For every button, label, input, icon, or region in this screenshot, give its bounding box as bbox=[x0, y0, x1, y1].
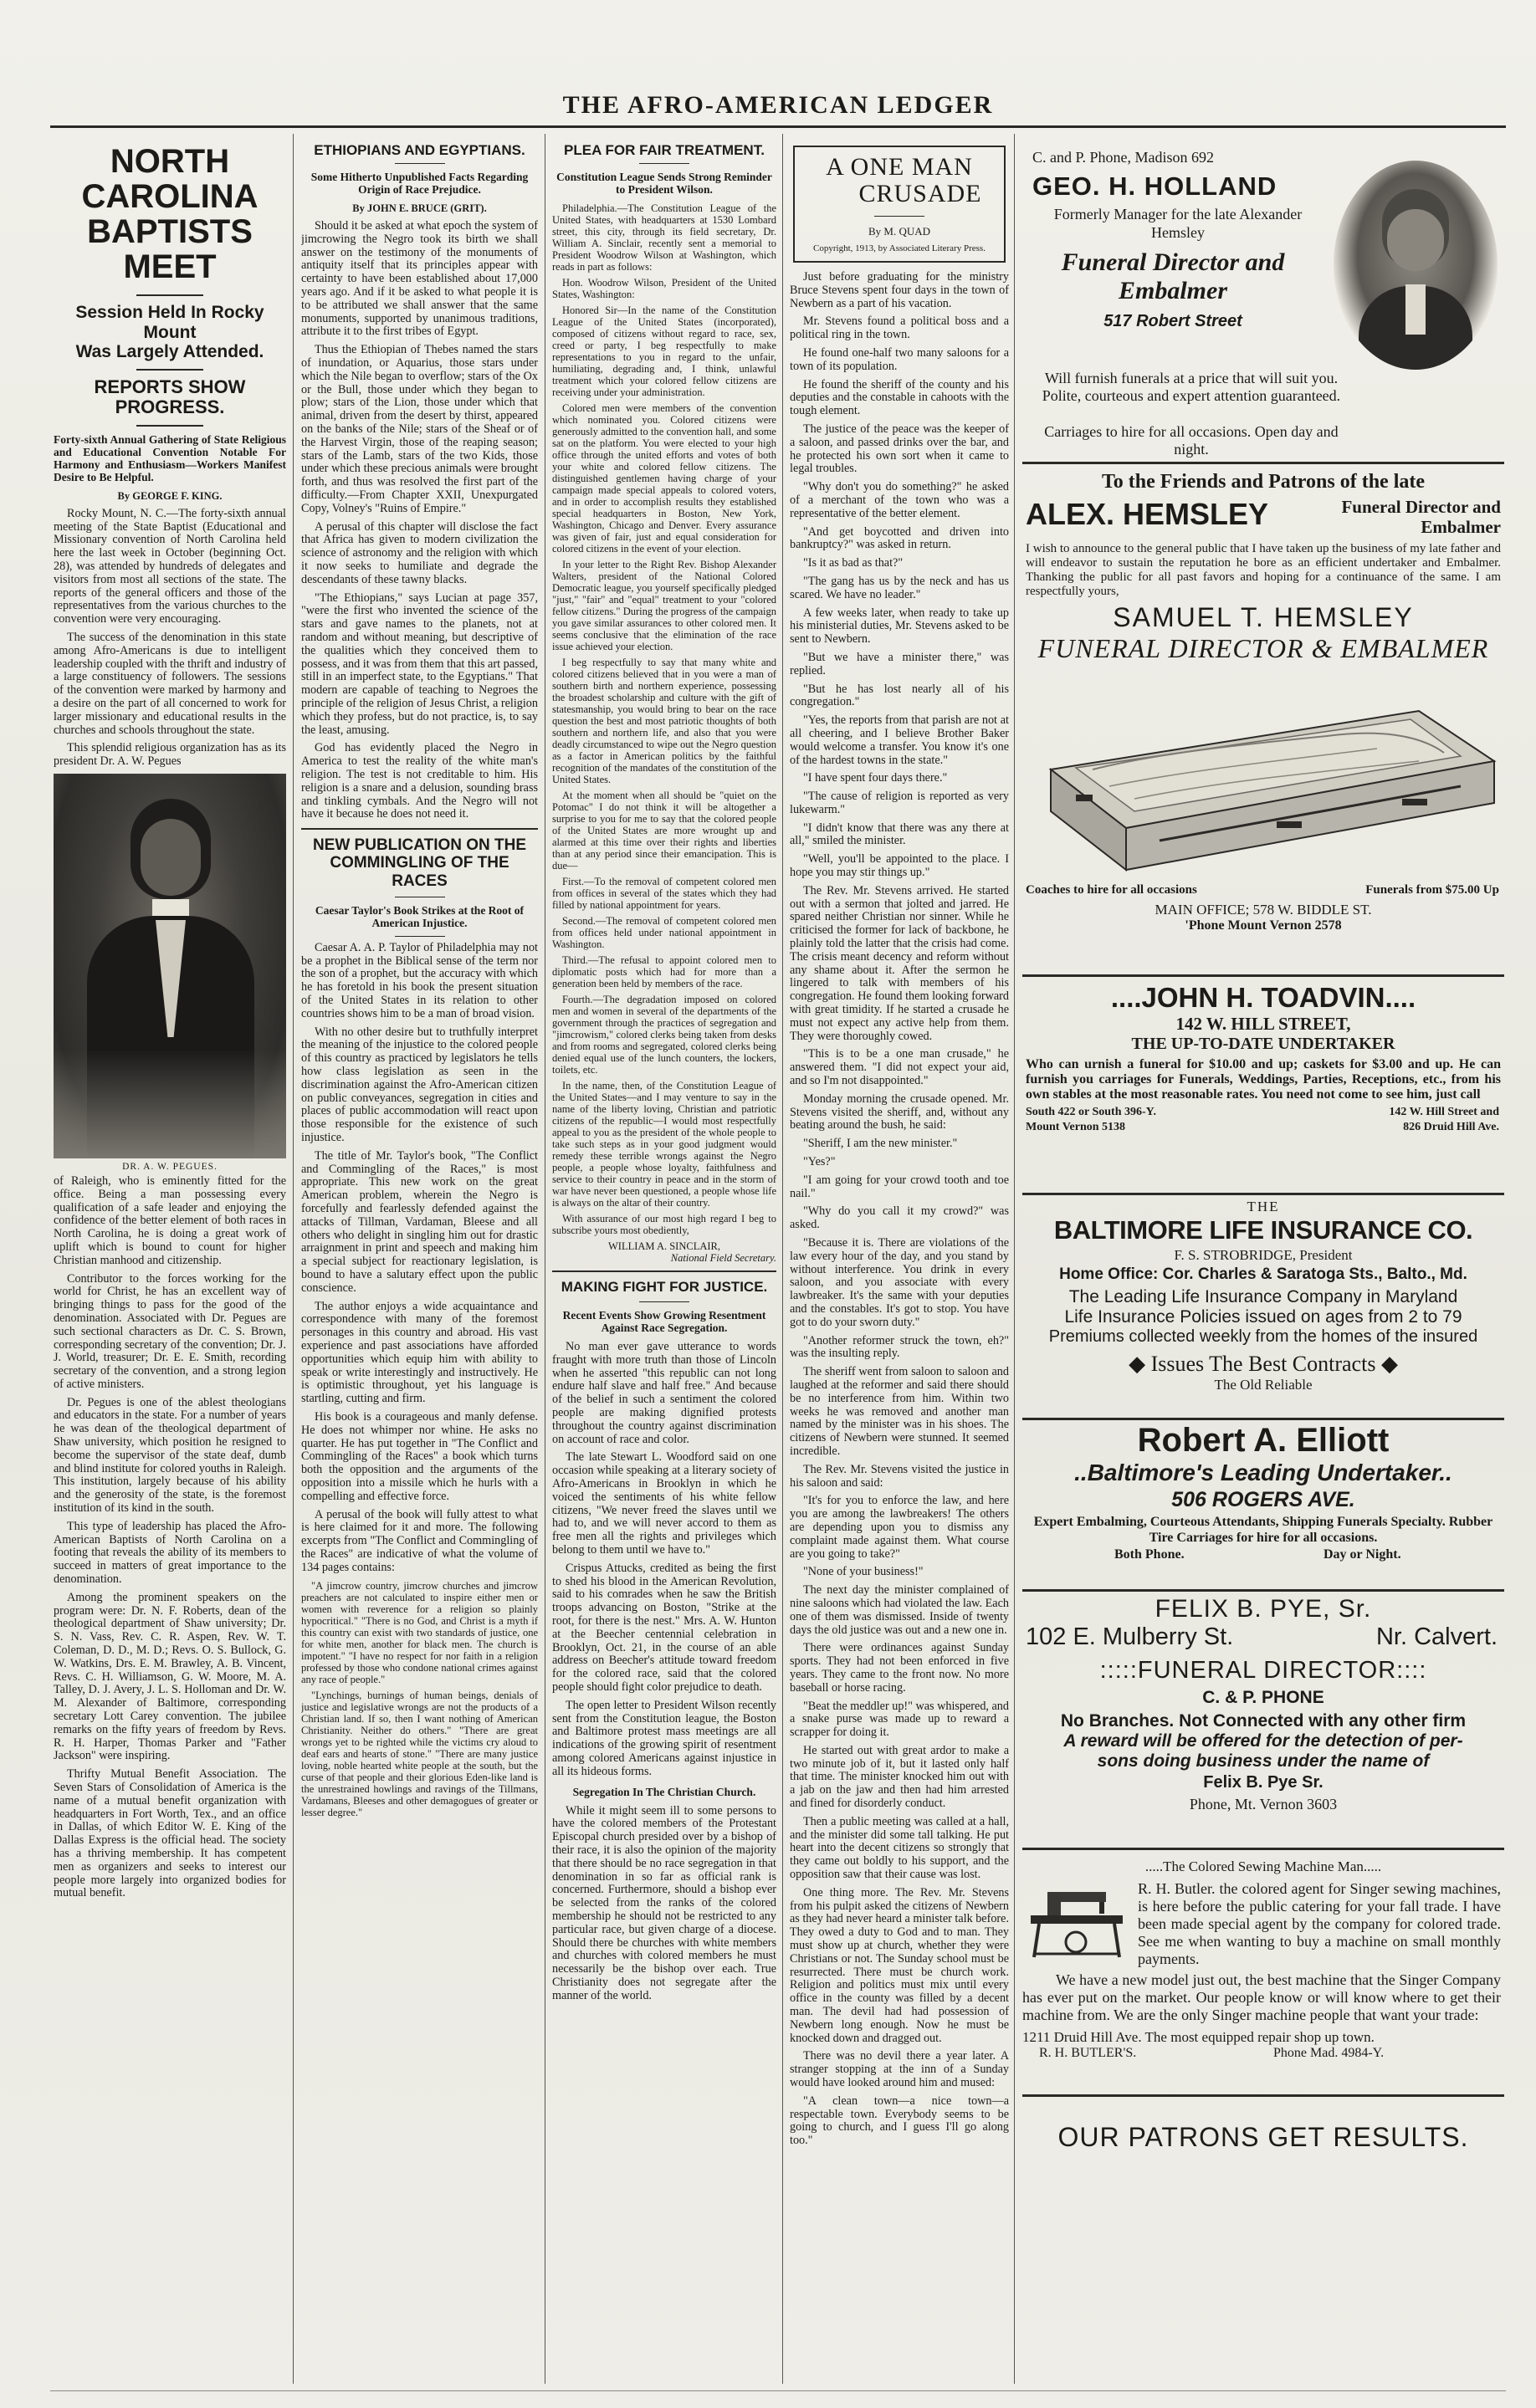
subhead-rocky-mount-2: Was Largely Attended. bbox=[75, 342, 264, 362]
story-title-1: A ONE MAN bbox=[826, 153, 973, 181]
story-paragraph: The Rev. Mr. Stevens visited the justice in his saloon and said: bbox=[790, 1462, 1009, 1490]
toadvin-title: THE UP-TO-DATE UNDERTAKER bbox=[1131, 1035, 1395, 1053]
life-name: BALTIMORE LIFE INSURANCE CO. bbox=[1053, 1215, 1473, 1245]
butler-phone: Phone Mad. 4984-Y. bbox=[1273, 2046, 1385, 2060]
story-paragraph: "Why do you call it my crowd?" was asked. bbox=[790, 1204, 1009, 1232]
advertisements-column bbox=[1022, 144, 1504, 2394]
hemsley-phone: 'Phone Mount Vernon 2578 bbox=[1185, 918, 1342, 933]
article-paragraph: Among the prominent speakers on the program were: Dr. N. F. Roberts, dean of the theological department of Shaw university; Dr. S. N. Vass, Rev. C. R. Aspen, Rev. W. T. Coleman, D. D., M. D.; Revs. O. S. Bullock, G. W. Watkins, Drs. E. M. Brawley, A. B. Vincent, Revs. C. H. Williamson, G. W. Moore, M. A. Talley, D. J. Avery, J. L. S. Holloman and Dr. W. M. Alexander of Baltimore, corresponding secretary Lott Carey convention. The jubilee remarks on the fifty years of freedom by Revs. R. H. Harper, Thomas Parker and "Father Jackson" were inspiring. bbox=[54, 1590, 286, 1763]
signature-title: National Field Secretary. bbox=[670, 1252, 776, 1265]
article-paragraph: This type of leadership has placed the Afro-American Baptists of North Carolina on a footing that reveals the ability of its members to succeed in matters of great importance to the denomination. bbox=[54, 1519, 286, 1587]
headline-ethiopians: ETHIOPIANS AND EGYPTIANS. bbox=[314, 142, 525, 158]
life-contracts-line bbox=[1022, 1352, 1504, 1377]
pye-title: :::::FUNERAL DIRECTOR:::: bbox=[1099, 1657, 1427, 1684]
column-2 bbox=[301, 141, 538, 2382]
ad-elliott bbox=[1022, 1422, 1504, 1587]
masthead-rule bbox=[50, 125, 1506, 128]
pye-street: 102 E. Mulberry St. bbox=[1026, 1623, 1234, 1650]
article-paragraph: Crispus Attucks, credited as being the first to shed his blood in the American Revolution, said to his comrades when he saw the British troops advancing on Boston, "Strike at the root, for there is the nest." Mrs. A. W. Hunton at the Beecher centennial celebration in Brooklyn, Oct. 21, in the course of an able address on Beecher's attitude toward freedom for the colored race, said that the colored people should fight color prejudice to death. bbox=[552, 1561, 776, 1694]
story-paragraph: Then a public meeting was called at a hall, and the minister did some tall talking. He put heart into the decent citizens so strongly that they came out boldly to his support, and the opposition saw that their cause was lost. bbox=[790, 1814, 1009, 1882]
article-paragraph: Thrifty Mutual Benefit Association. The Seven Stars of Consolidation of America is the name of a mutual benefit organization with headquarters in Fort Worth, Tex., and an office in Dallas, of which Editor W. E. King of the Dallas Express is the official head. The society has a thriving membership. It has competent men as organizers and seeks to interest our people more largely into organized bodies for mutual benefit. bbox=[54, 1767, 286, 1900]
story-paragraph: "This is to be a one man crusade," he answered them. "I did not expect your aid, and so I'm not disappointed." bbox=[790, 1047, 1009, 1088]
article-paragraph: "The Ethiopians," says Lucian at page 357, "were the first who invented the science of the stars and gave names to the planets, not at random and without meaning, but descriptive of the qualities which they conceived them to possess, and it was from them that this art passed, still in an imperfect state, to the Egyptians." That modern are capable of teaching to Negroes the principle of the religion of Jesus Christ, a religion which they profess, but do not practice, is, to say the least, amusing. bbox=[301, 590, 538, 737]
article-paragraph: Fourth.—The degradation imposed on colored men and women in several of the departments of the government through the practices of segregation and "jimcrowism," colored clerks being taken from desks and from rooms and segregated, colored clerks being denied equal use of the lunch counters, the lockers, toilets, etc. bbox=[552, 994, 776, 1076]
pye-reward-2: sons doing business under the name of bbox=[1097, 1751, 1430, 1771]
column-4 bbox=[790, 141, 1009, 2382]
pye-name: FELIX B. PYE, Sr. bbox=[1155, 1595, 1372, 1623]
article-paragraph: Third.—The refusal to appoint colored men to diplomatic posts which had for more than a generation been held by members of the race. bbox=[552, 954, 776, 990]
column-rule-1 bbox=[293, 134, 294, 2384]
article-paragraph: This splendid religious organization has as its president Dr. A. W. Pegues bbox=[54, 741, 286, 769]
diamond-icon: ◆ bbox=[1129, 1352, 1146, 1376]
hemsley-name-2: SAMUEL T. HEMSLEY bbox=[1113, 602, 1414, 632]
story-paragraph: "A clean town—a nice town—a respectable town. Everybody seems to be going to church, and I guess I'll go along too." bbox=[790, 2094, 1009, 2148]
holland-phone: C. and P. Phone, Madison 692 bbox=[1032, 149, 1215, 166]
pye-phone-2: Phone, Mt. Vernon 3603 bbox=[1189, 1796, 1338, 1812]
story-paragraph: "Yes?" bbox=[803, 1155, 836, 1169]
article-paragraph: God has evidently placed the Negro in America to test the reality of the white man's religion. The test is not creditable to him. His religion is a snare and a delusion, sounding brass and tinkling cymbals. And the Negro will not have it because he does not need it. bbox=[301, 741, 538, 821]
article-paragraph: No man ever gave utterance to words fraught with more truth than those of Lincoln when he asserted "this republic can not long endure half slave and half free." And because of the belief in such a sentiment the colored people are making dignified protests throughout the country against discrimination on account of race and color. bbox=[552, 1340, 776, 1446]
subhead-reports-progress: REPORTS SHOW PROGRESS. bbox=[94, 376, 246, 418]
article-paragraph: Hon. Woodrow Wilson, President of the United States, Washington: bbox=[552, 277, 776, 301]
story-paragraph: He started out with great ardor to make a two minute job of it, but it lasted only half that time. The minister knocked him out with a jab on the jaw and then had him arrested and fined for disorderly conduct. bbox=[790, 1743, 1009, 1811]
holland-name: GEO. H. HOLLAND bbox=[1032, 171, 1277, 201]
ad-holland bbox=[1022, 144, 1504, 460]
subhead-rocky-mount-1: Session Held In Rocky Mount bbox=[75, 303, 264, 342]
toadvin-address: 142 W. HILL STREET, bbox=[1175, 1014, 1351, 1034]
byline: By GEORGE F. KING. bbox=[117, 489, 223, 502]
story-title-box bbox=[793, 146, 1006, 263]
holland-body-2: Carriages to hire for all occasions. Open day and night. bbox=[1044, 423, 1339, 458]
life-reliable: The Old Reliable bbox=[1214, 1377, 1313, 1393]
sewing-machine-illustration bbox=[1022, 1880, 1131, 1961]
butler-title: .....The Colored Sewing Machine Man..... bbox=[1144, 1858, 1382, 1874]
elliott-body: Expert Embalming, Courteous Attendants, Shipping Funerals Specialty. Rubber Tire Carriages for hire for all occasions. bbox=[1033, 1515, 1493, 1545]
story-paragraph: He found one-half two many saloons for a town of its population. bbox=[790, 345, 1009, 373]
pye-near: Nr. Calvert. bbox=[1375, 1623, 1498, 1650]
toadvin-name: ....JOHN H. TOADVIN.... bbox=[1110, 982, 1416, 1013]
pye-reward-3: Felix B. Pye Sr. bbox=[1203, 1773, 1324, 1792]
article-paragraph: First.—To the removal of competent colored men from offices in several of the states which they had filled by national appointment for years. bbox=[552, 876, 776, 912]
ad-toadvin bbox=[1022, 982, 1504, 1191]
casket-illustration bbox=[1026, 669, 1501, 878]
headline-new-publication: NEW PUBLICATION ON THE COMMINGLING OF THE RACES bbox=[312, 836, 527, 890]
hemsley-body: I wish to announce to the general public that I have taken up the business of my late father and will endeavor to sustain the reputation he bore as an efficient undertaker and Embalmer. Thanking the public for all past favors and hoping for a continuance of the same. I am respectfully yours, bbox=[1026, 542, 1501, 598]
holland-address: 517 Robert Street bbox=[1103, 312, 1242, 330]
ad-butler bbox=[1022, 1858, 1504, 2093]
headline-making-fight: MAKING FIGHT FOR JUSTICE. bbox=[561, 1279, 768, 1296]
article-deck: Recent Events Show Growing Resentment Against Race Segregation. bbox=[562, 1309, 766, 1335]
ad-pye bbox=[1022, 1595, 1504, 1846]
article-paragraph: Contributor to the forces working for the world for Christ, he has an excellent way of bringing things to pass for the good of the denomination. Associated with Dr. Pegues are such sectional characters as Dr. C. S. Brown, corresponding secretary of the convention; Dr. J. J. World, treasurer; Dr. E. E. Smith, recording secretary of the convention, and a strong legion of active ministers. bbox=[54, 1271, 286, 1391]
holland-title-2: Embalmer bbox=[1118, 277, 1227, 304]
hemsley-title-2: FUNERAL DIRECTOR & EMBALMER bbox=[1037, 633, 1489, 663]
bottom-rule bbox=[50, 2390, 1506, 2391]
story-paragraph: "Sheriff, I am the new minister." bbox=[803, 1137, 958, 1151]
diamond-icon: ◆ bbox=[1380, 1352, 1398, 1376]
hemsley-name: ALEX. HEMSLEY bbox=[1026, 497, 1269, 531]
hemsley-title: Funeral Director and Embalmer bbox=[1341, 497, 1501, 537]
column-rule-3 bbox=[782, 134, 783, 2384]
article-paragraph: His book is a courageous and manly defense. He does not whimper nor whine. He asks no quarter. He has put together in "The Conflict and Commingling of the Races" a book which turns both the opposition and the arguments of the opposition into a missile which he hurls with a compelling and effective force. bbox=[301, 1409, 538, 1503]
hemsley-funerals: Funerals from $75.00 Up bbox=[1365, 883, 1499, 897]
story-paragraph: "Yes, the reports from that parish are not at all cheering, and I believe Brother Baker would welcome a transfer. You know it's one of the hardest towns in the state." bbox=[790, 713, 1009, 767]
article-paragraph: A perusal of the book will fully attest to what is here claimed for it and more. The following excerpts from "The Conflict and Commingling of the Races" are indicative of what the volume of 134 pages contains: bbox=[301, 1507, 538, 1574]
signature-name: WILLIAM A. SINCLAIR, bbox=[607, 1240, 720, 1253]
article-paragraph: Rocky Mount, N. C.—The forty-sixth annual meeting of the State Baptist (Educational and Missionary convention of North Carolina held here the last week in October (beginning Oct. 28), was attended by hundreds of delegates and visitors from most all sections of the state. The reports of the general officers and those of the representatives from the various churches to the convention were very encouraging. bbox=[54, 506, 286, 626]
article-paragraph: Should it be asked at what epoch the system of jimcrowing the Negro took its birth we shall answer on the testimony of the monuments of antiquity itself that its principles appear with certainty to have been established about 17,000 years ago. And if it be asked to what people it is to be attributed we shall answer that the same monuments, supported by unanimous traditions, attribute it to the first tribes of Egypt. bbox=[301, 219, 538, 339]
life-contracts: Issues The Best Contracts bbox=[1150, 1352, 1376, 1376]
butler-address: 1211 Druid Hill Ave. The most equipped repair shop up town. bbox=[1022, 2029, 1375, 2045]
hemsley-intro: To the Friends and Patrons of the late bbox=[1101, 471, 1425, 493]
article-paragraph: The title of Mr. Taylor's book, "The Conflict and Commingling of the Races," is most appropriate. This new work on the great American problem, wherein the Negro is forcefully and fearlessly defended against the attacks of Tillman, Vardaman, Bleese and all others who delight in singling him out for drastic arraignment in print and speech and making him a special subject for reactionary legislation, is bound to have a salutary effect upon the public conscience. bbox=[301, 1148, 538, 1295]
life-the: THE bbox=[1247, 1199, 1280, 1214]
story-paragraph: "I have spent four days there." bbox=[803, 771, 948, 785]
story-paragraph: "Well, you'll be appointed to the place. I hope you may stir things up." bbox=[790, 852, 1009, 880]
life-line-3: Premiums collected weekly from the homes of the insured bbox=[1048, 1327, 1478, 1346]
story-paragraph: "Beat the meddler up!" was whispered, and a snake purse was made up to reward a scrapper for doing it. bbox=[790, 1699, 1009, 1740]
article-paragraph: I beg respectfully to say that many white and colored citizens believed that in you were a man of southern birth and northern experience, possessing the broadest scholarship and culture with the gift of statesmanship, you would bring to bear on the race question the best and most patriotic thoughts of both southern and northern life, and also that you were deadly circumstanced to wipe out the Negro question as a factor in American politics by the faithful recognition of the mandates of the constitution of the United States. bbox=[552, 657, 776, 786]
story-paragraph: "None of your business!" bbox=[803, 1565, 924, 1579]
life-office: Home Office: Cor. Charles & Saratoga Sts., Balto., Md. bbox=[1059, 1265, 1467, 1283]
sewing-machine-icon bbox=[1022, 1880, 1131, 1961]
story-paragraph: There was no devil there a year later. A stranger stopping at the inn of a Sunday would have looked around him and mused: bbox=[790, 2049, 1009, 2090]
column-3 bbox=[552, 141, 776, 2382]
book-excerpt: "A jimcrow country, jimcrow churches and jimcrow preachers are not calculated to inspire either men or women with reverence for a religion so plainly hypocritical." "There is no God, and Christ is a myth if this country can exist with two standards of justice, one for white men, another for black men. The church is impotent." "I have no respect for nor faith in a religion professed by those who condone national crimes against any race of people." bbox=[301, 1579, 538, 1685]
toadvin-phone-1: South 422 or South 396-Y. bbox=[1026, 1106, 1156, 1118]
holland-title-1: Funeral Director and bbox=[1061, 248, 1285, 276]
article-paragraph: The author enjoys a wide acquaintance and correspondence with many of the foremost personages in this country and abroad. His vast experience and past associations have afforded opportunities which equip him with ability to speak or write interestingly and instructively. He is optimistic throughout, yet his language is startling, cutting and firm. bbox=[301, 1299, 538, 1406]
hemsley-coaches: Coaches to hire for all occasions bbox=[1026, 883, 1197, 897]
article-paragraph: Colored men were members of the convention which nominated you. Colored citizens were generously admitted to the convention hall, and some sat on the platform. You were elected to your high office through the united efforts and votes of both your white and colored fellow citizens. The distinguished gentlemen having charge of your campaign made special appeals to colored voters, and in order to accomplish results they established special headquarters in Boston, New York, Washington, Chicago and Denver. Every assurance was given of fair, just and equal consideration for colored citizens in the event of your election. bbox=[552, 402, 776, 555]
portrait-photo-holland bbox=[1334, 161, 1498, 370]
story-title-2: CRUSADE bbox=[858, 180, 982, 207]
story-byline: By M. QUAD bbox=[868, 225, 931, 238]
story-paragraph: "And get boycotted and driven into bankruptcy?" was asked in return. bbox=[790, 524, 1009, 552]
masthead bbox=[50, 87, 1506, 124]
story-paragraph: The next day the minister complained of nine saloons which had violated the law. Each one of them was dismissed. Inside of twenty days the old justice was out and a new one in. bbox=[790, 1583, 1009, 1637]
elliott-name: Robert A. Elliott bbox=[1137, 1422, 1390, 1459]
story-paragraph: "I am going for your crowd tooth and toe nail." bbox=[790, 1173, 1009, 1200]
story-paragraph: He found the sheriff of the county and his deputies and the constable in cahoots with the tough element. bbox=[790, 377, 1009, 418]
byline: By JOHN E. BRUCE (GRIT). bbox=[352, 202, 487, 215]
butler-body-1: R. H. Butler. the colored agent for Singer sewing machines, is here before the public catering for your fall trade. I have been made special agent by the company for colored trade. See me when wanting to buy a machine on small monthly payments. bbox=[1138, 1880, 1501, 1967]
book-excerpt: "Lynchings, burnings of human beings, denials of justice and legislative wrongs are not the products of a Christian land. If so, then I want nothing of American Christianity. Neither do others." "There are great wrongs yet to be righted while the victims cry aloud to deaf ears and hearts of stone." "There are many justice loving, noble hearted white people at the south, but the curse of that people and their glorious Eden-like land is the unrestrained howlings and ravings of the Tillmans, Vardamans, Bleeses and other demagogues of greater or lesser degree." bbox=[301, 1689, 538, 1818]
casket-drawing bbox=[1026, 669, 1501, 878]
column-1 bbox=[54, 141, 286, 2382]
headline-nc-baptists-1: NORTH CAROLINA bbox=[81, 143, 259, 215]
story-paragraph: "Why don't you do something?" he asked of a merchant of the town who was a representative of the better element. bbox=[790, 480, 1009, 520]
article-deck: Forty-sixth Annual Gathering of State Religious and Educational Convention Notable For Harmony and Enthusiasm—Workers Manifest Desire to Be Helpful. bbox=[54, 432, 286, 483]
life-line-1: The Leading Life Insurance Company in Maryland bbox=[1068, 1287, 1458, 1306]
story-copyright: Copyright, 1913, by Associated Literary Press. bbox=[813, 243, 986, 253]
holland-former: Formerly Manager for the late Alexander Hemsley bbox=[1053, 206, 1303, 241]
article-paragraph: With assurance of our most high regard I beg to subscribe yours most obediently, bbox=[552, 1213, 776, 1237]
story-paragraph: The sheriff went from saloon to saloon and laughed at the reformer and said there should be no interference from him. Within two weeks he was removed and another man named by the minister was in his shoes. The citizens of Newbern were stunned. It seemed incredible. bbox=[790, 1365, 1009, 1458]
headline-plea-fair-treatment: PLEA FOR FAIR TREATMENT. bbox=[564, 142, 765, 158]
story-paragraph: "It's for you to enforce the law, and here you are among the lawbreakers! The others are depending upon you to dismiss any complaint made against them. What course are you going to take?" bbox=[790, 1494, 1009, 1561]
life-line-2: Life Insurance Policies issued on ages from 2 to 79 bbox=[1064, 1307, 1462, 1327]
column-rule-4 bbox=[1014, 134, 1015, 2384]
article-paragraph: Caesar A. A. P. Taylor of Philadelphia may not be a prophet in the Biblical sense of the term nor the son of a prophet, but the accuracy with which he has foretold in his book the present situation of the United States in its relation to other countries shows him to be a man of broad vision. bbox=[301, 940, 538, 1020]
article-paragraph: A perusal of this chapter will disclose the fact that Africa has given to modern civilization the science of astronomy and the religion with which it now seeks to humiliate and degrade the descendants of these tawny blacks. bbox=[301, 519, 538, 586]
story-paragraph: Mr. Stevens found a political boss and a political ring in the town. bbox=[790, 314, 1009, 342]
elliott-phone-label: Both Phone. bbox=[1114, 1547, 1185, 1562]
elliott-address: 506 ROGERS AVE. bbox=[1171, 1488, 1355, 1511]
story-paragraph: "Because it is. There are violations of the law every hour of the day, and you stand by without interference. You drink in every saloon, and you associate with every lawbreaker. It's the same with your deputies and the constables. It's got to stop. You have got to do your sworn duty." bbox=[790, 1236, 1009, 1329]
butler-body-2: We have a new model just out, the best machine that the Singer Company has ever put on the market. Our people know or will know where to get their machine from. We are the only Singer machine people that want your trade: bbox=[1022, 1971, 1501, 2023]
pye-branches: No Branches. Not Connected with any other firm bbox=[1060, 1711, 1467, 1731]
article-deck: Caesar Taylor's Book Strikes at the Root of American Injustice. bbox=[315, 903, 525, 929]
pye-reward-1: A reward will be offered for the detection of per- bbox=[1063, 1731, 1463, 1751]
toadvin-phone-2: Mount Vernon 5138 bbox=[1026, 1121, 1126, 1133]
story-paragraph: There were ordinances against Sunday sports. They had not been enforced in five years. They came to the front now. No more baseball or horse racing. bbox=[790, 1641, 1009, 1695]
story-paragraph: "The gang has us by the neck and has us scared. We have no leader." bbox=[790, 574, 1009, 601]
elliott-hours: Day or Night. bbox=[1324, 1547, 1401, 1562]
story-paragraph: One thing more. The Rev. Mr. Stevens from his pulpit asked the citizens of Newbern as they had never heard a minister talk before. They owed a duty to God and to man. They must show up at church, whether they were Christians or not. The Sunday school must be resurrected. There must be church work. Religion and politics must mix until every office in the county was filled by a decent man. The devil had had possession of Newbern long enough. Now he must be knocked down and dragged out. bbox=[790, 1885, 1009, 2045]
toadvin-body: Who can urnish a funeral for $10.00 and up; caskets for $3.00 and up. He can furnish you carriages for Funerals, Weddings, Parties, Receptions, etc., from his own stables at the most reasonable rates. You need not come to see him, just call bbox=[1026, 1057, 1501, 1102]
article-paragraph: Second.—The removal of competent colored men from offices held under national appointment in Washington. bbox=[552, 915, 776, 951]
article-paragraph: Dr. Pegues is one of the ablest theologians and educators in the state. For a number of years he was dean of the theological department of Shaw university, which position he resigned to become the supervisor of the state deaf, dumb and blind institute for colored youths in Raleigh. This institution, largely because of his ability and the generosity of the state, is the foremost institution of its kind in the south. bbox=[54, 1395, 286, 1516]
article-paragraph: The open letter to President Wilson recently sent from the Constitution league, the Boston and Baltimore protest mass meetings are all indications of the growing spirit of resentment among colored Americans against injustice in all its hideous forms. bbox=[552, 1698, 776, 1778]
toadvin-addr-2: 826 Druid Hill Ave. bbox=[1403, 1121, 1499, 1133]
hemsley-office: MAIN OFFICE; 578 W. BIDDLE ST. bbox=[1155, 902, 1372, 918]
story-paragraph: "But he has lost nearly all of his congregation." bbox=[790, 682, 1009, 709]
pye-phone: C. & P. PHONE bbox=[1202, 1688, 1324, 1707]
article-paragraph: of Raleigh, who is eminently fitted for the office. Being a man possessing every qualification of a safe leader and enjoying the confidence of the better element of both races in North Carolina, he is doing a great work of uplift which is bound to count for higher Christian manhood and citizenship. bbox=[54, 1173, 286, 1267]
story-paragraph: "Is it as bad as that?" bbox=[803, 556, 904, 570]
article-deck: Some Hitherto Unpublished Facts Regarding Origin of Race Prejudice. bbox=[310, 171, 529, 197]
story-paragraph: "But we have a minister there," was replied. bbox=[790, 650, 1009, 677]
story-paragraph: The justice of the peace was the keeper of a saloon, and passed drinks over the bar, and he protected his own sort when it came to legal troubles. bbox=[790, 422, 1009, 476]
story-paragraph: Just before graduating for the ministry Bruce Stevens spent four days in the town of Newbern as a part of his vacation. bbox=[790, 270, 1009, 310]
article-paragraph: In the name, then, of the Constitution League of the United States—and I may venture to say in the name of the liberty loving, Christian and patriotic citizens of the republic—I would most respectfully appeal to you as the president of the whole people to take such steps as in your good judgment would remedy these terrible wrongs against the Negro people, a people whose loyalty, faithfulness and service to their country in peace and in the storm of war have never been questioned, a people whose life is always on the altar of their country. bbox=[552, 1080, 776, 1209]
story-paragraph: A few weeks later, when ready to take up his ministerial duties, Mr. Stevens asked to be sent to Newbern. bbox=[790, 606, 1009, 647]
masthead-title: THE AFRO-AMERICAN LEDGER bbox=[562, 91, 994, 119]
article-paragraph: While it might seem ill to some persons to have the colored members of the Protestant Episcopal church presided over by a bishop of their race, it is also the opinion of the majority that there should be no race segregation in that denomination in so far as official rank is concerned. Furthermore, should a bishop ever be selected from the ranks of the colored membership he should not be restricted to any particular race, but given charge of a diocese. Should there be churches with white members and churches with colored members he must necessarily be the bishop over each. True Christianity does not segregate after the manner of the world. bbox=[552, 1803, 776, 2002]
portrait-photo-pegues bbox=[54, 774, 286, 1158]
ad-hemsley bbox=[1022, 471, 1504, 973]
story-paragraph: The Rev. Mr. Stevens arrived. He started out with a sermon that jolted and jarred. He spared neither Christian nor sinner. While he criticised the former for lack of backbone, he plainly told the latter that the crisis had come. The crisis meant decency and reform without any shame about it. After the sermon he lingered to talk with members of his congregation. He found them looking forward with great timidity. If he started a crusade he must not expect any active help from them. They were thoroughly cowed. bbox=[790, 883, 1009, 1043]
article-deck: Constitution League Sends Strong Reminder to President Wilson. bbox=[556, 171, 772, 197]
story-paragraph: "The cause of religion is reported as very lukewarm." bbox=[790, 790, 1009, 816]
article-paragraph: Thus the Ethiopian of Thebes named the stars of inundation, or Aquarius, those stars under which the Nile began to overflow; stars of the Ox or the Bull, those under which they began to plow; stars of the Lion, those under which that animal, driven from the desert by thirst, appeared on the banks of the Nile; stars of the Sheaf or of the Harvest Virgin, those of the reaping season; stars of the Lamb, stars of the two Kids, those under which these precious animals were brought forth, and thus was resolved the first part of the difficulty.—From Chapter XXII, Unexpurgated Copy, Volney's "Ruins of Empire." bbox=[301, 343, 538, 515]
elliott-title: ..Baltimore's Leading Undertaker.. bbox=[1074, 1460, 1452, 1485]
article-paragraph: The late Stewart L. Woodford said on one occasion while speaking at a literary society of Afro-Americans in Brooklyn in which he voiced the sentiments of his white fellow citizens, "We never freed the slaves until we had to, and we will never accord to them as free men all the rights and privileges which belong to them until we have to." bbox=[552, 1450, 776, 1557]
toadvin-addr-1: 142 W. Hill Street and bbox=[1389, 1106, 1499, 1118]
story-paragraph: "Another reformer struck the town, eh?" was the insulting reply. bbox=[790, 1333, 1009, 1361]
headline-nc-baptists-2: BAPTISTS MEET bbox=[87, 213, 253, 285]
patrons-tagline: OUR PATRONS GET RESULTS. bbox=[1057, 2122, 1469, 2152]
story-paragraph: Monday morning the crusade opened. Mr. Stevens visited the sheriff, and, without any beating around the bush, he said: bbox=[790, 1092, 1009, 1132]
photo-caption: DR. A. W. PEGUES. bbox=[122, 1161, 218, 1172]
life-president: F. S. STROBRIDGE, President bbox=[1174, 1247, 1353, 1263]
article-paragraph: Philadelphia.—The Constitution League of the United States, with headquarters at 1530 Lombard street, this city, through its field secretary, Dr. William A. Sinclair, recently sent a memorial to President Woodrow Wilson at Washington, which reads in part as follows: bbox=[552, 202, 776, 274]
article-paragraph: At the moment when all should be "quiet on the Potomac" I do not think it will be altogether a surprise to you for me to say that the colored people of the United States are more wrought up and alarmed at this time over their rights and liberties than at any period since their emancipation. This is due— bbox=[552, 790, 776, 872]
holland-body: Will furnish funerals at a price that will suit you. Polite, courteous and expert attention guaranteed. bbox=[1042, 370, 1341, 404]
story-paragraph: "I didn't know that there was any there at all," smiled the minister. bbox=[790, 821, 1009, 848]
ad-baltimore-life bbox=[1022, 1199, 1504, 1416]
article-paragraph: Honored Sir—In the name of the Constitution League of the United States (incorporated), composed of citizens without regard to race, sex, creed or party, I beg respectfully to make representations to you in regard to the unfair, humiliating, degrading and, I think, unlawful treatment which your colored fellow citizens are receiving under your administration. bbox=[552, 304, 776, 399]
article-paragraph: In your letter to the Right Rev. Bishop Alexander Walters, president of the National Colored Democratic league, you yourself specifically pledged "just," "fair" and "equal" treatment to your "colored fellow citizens." During the progress of the campaign you gave similar assurances to other colored men. It seems conclusive that the elimination of the race issue achieved your election. bbox=[552, 559, 776, 653]
butler-name: R. H. BUTLER'S. bbox=[1039, 2046, 1137, 2060]
subhead-segregation-church: Segregation In The Christian Church. bbox=[572, 1785, 756, 1798]
article-paragraph: The success of the denomination in this state among Afro-Americans is due to intelligent leadership coupled with the thrift and industry of a large constituency of followers. The sessions of the convention were marked by harmony and a desire on the part of all concerned to work for larger missionary and educational results in the churches and schools throughout the state. bbox=[54, 630, 286, 737]
article-paragraph: With no other desire but to truthfully interpret the meaning of the injustice to the colored people of this country as practiced by legislators he tells how class legislation as seen in the discrimination against the Afro-American citizen on public conveyances, segregation in cities and places of public accommodation will react upon those responsible for the existence of such injustice. bbox=[301, 1025, 538, 1145]
